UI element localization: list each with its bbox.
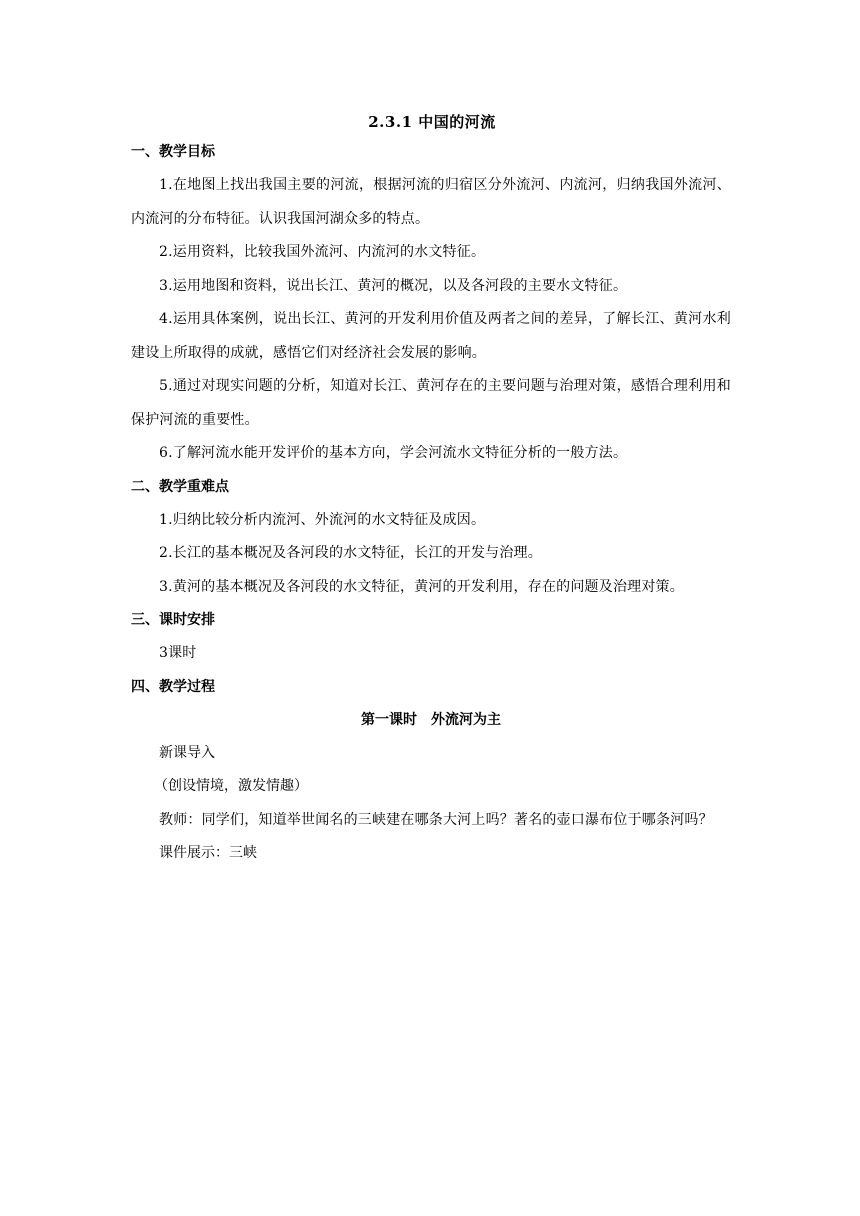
objective-item: 5.通过对现实问题的分析，知道对长江、黄河存在的主要问题与治理对策，感悟合理利用和保护河流的重要性。: [131, 378, 731, 428]
document-body: [131, 108, 731, 871]
key-point-item: 1.归纳比较分析内流河、外流河的水文特征及成因。: [159, 511, 486, 528]
key-point-item: 2.长江的基本概况及各河段的水文特征，长江的开发与治理。: [159, 545, 542, 561]
lesson-intro-label: 新课导入: [159, 744, 215, 761]
schedule-item: 3课时: [159, 645, 197, 661]
lesson-subtitle: 第一课时 外流河为主: [361, 711, 501, 728]
lesson-teacher-question: 教师：同学们，知道举世闻名的三峡建在哪条大河上吗？著名的壶口瀑布位于哪条河吗？: [159, 811, 713, 828]
section-heading-schedule: 三、课时安排: [131, 612, 215, 628]
section-heading-process: 四、教学过程: [131, 678, 215, 695]
objective-item: 6.了解河流水能开发评价的基本方向，学会河流水文特征分析的一般方法。: [159, 445, 628, 461]
objective-item: 3.运用地图和资料，说出长江、黄河的概况，以及各河段的主要水文特征。: [159, 277, 628, 294]
objective-item: 4.运用具体案例，说出长江、黄河的开发利用价值及两者之间的差异，了解长江、黄河水利建设上所取得的成就，感悟它们对经济社会发展的影响。: [131, 311, 731, 361]
document-title: 2.3.1 中国的河流: [368, 113, 496, 131]
objective-item: 1.在地图上找出我国主要的河流，根据河流的归宿区分外流河、内流河，归纳我国外流河、内流河的分布特征。认识我国河湖众多的特点。: [131, 177, 731, 227]
section-heading-key-points: 二、教学重难点: [131, 478, 229, 495]
key-point-item: 3.黄河的基本概况及各河段的水文特征，黄河的开发利用，存在的问题及治理对策。: [159, 578, 684, 595]
section-heading-objectives: 一、教学目标: [131, 144, 215, 160]
lesson-scenario: （创设情境，激发情趣）: [154, 778, 308, 794]
objective-item: 2.运用资料，比较我国外流河、内流河的水文特征。: [159, 244, 486, 260]
lesson-display: 课件展示：三峡: [159, 845, 257, 861]
